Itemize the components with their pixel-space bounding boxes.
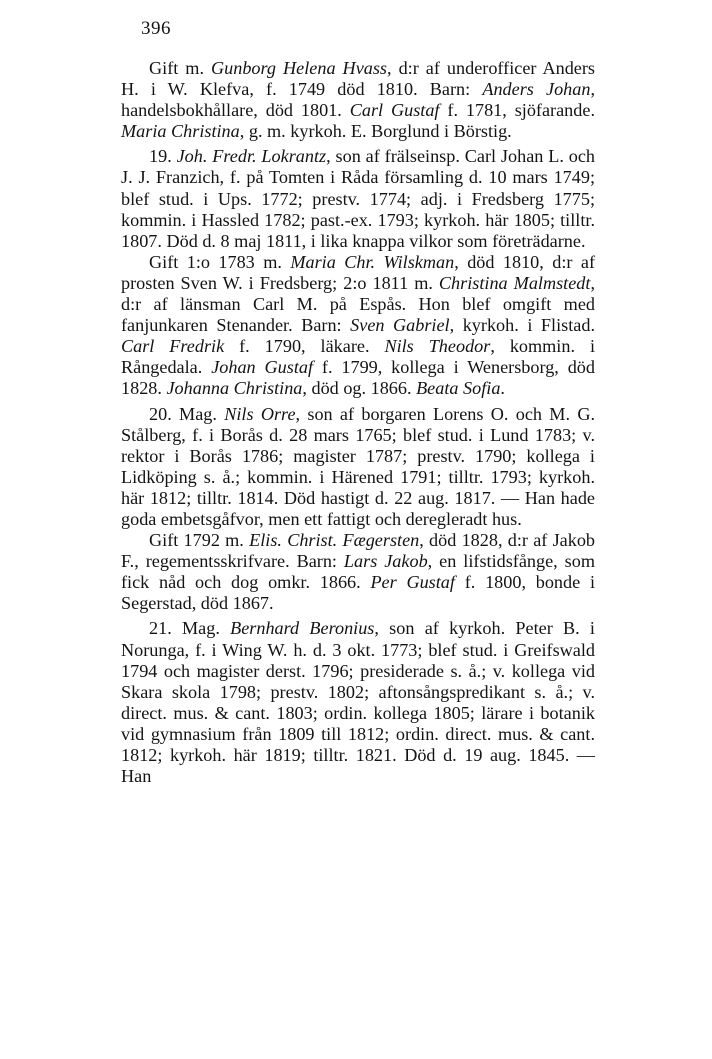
italic-name-run: Johanna Christina bbox=[166, 378, 303, 399]
text-run: Gift 1:o 1783 m. bbox=[149, 251, 291, 272]
italic-name-run: Nils Theodor bbox=[384, 336, 491, 357]
italic-name-run: Johan Gustaf bbox=[211, 357, 314, 378]
text-run: f. 1781, sjöfarande. bbox=[439, 100, 595, 121]
italic-name-run: Maria Chr. Wilskman bbox=[290, 251, 455, 272]
italic-name-run: Maria Christina bbox=[121, 121, 240, 142]
italic-name-run: Christina Malmstedt bbox=[438, 272, 591, 293]
text-run: Gift 1792 m. bbox=[149, 530, 250, 551]
text-run: 20. Mag. bbox=[149, 403, 225, 424]
italic-name-run: Anders Johan bbox=[482, 79, 591, 100]
text-run: , kommin. i Rångedala. bbox=[121, 336, 595, 378]
text-run: , d:r af underofficer Anders H. i W. Klefva, f. 1749 död 1810. Barn: bbox=[121, 58, 595, 100]
paragraph bbox=[121, 404, 595, 531]
text-run: , handelsbokhållare, död 1801. bbox=[121, 79, 595, 121]
page-number: 396 bbox=[141, 18, 171, 39]
text-run: , son af kyrkoh. Peter B. i Norunga, f. i Wing W. h. d. 3 okt. 1773; blef stud. i Greifswald 1794 och magister derst. 1796; presiderade s. å.; v. kollega vid Skara skola 1798; prestv. 1802; aftonsångspredikant s. å.; v. direct. mus. & cant. 1803; ordin. kollega 1805; lärare i botanik vid gymnasium från 1809 till 1812; ordin. direct. mus. & cant. 1812; kyrkoh. här 1819; tilltr. 1821. Död d. 19 aug. 1845. — Han bbox=[121, 618, 595, 787]
text-run: , son af frälseinsp. Carl Johan L. och J. J. Franzich, f. på Tomten i Råda församling d. 10 mars 1749; blef stud. i Ups. 1772; prestv. 1774; adj. i Fredsberg 1775; kommin. i Hassled 1782; past.-ex. 1793; kyrkoh. här 1805; tilltr. 1807. Död d. 8 maj 1811, i lika knappa vilkor som företrädarne. bbox=[121, 146, 596, 251]
text-run: , död 1810, d:r af prosten Sven W. i Fredsberg; 2:o 1811 m. bbox=[121, 251, 596, 293]
paragraph bbox=[121, 58, 595, 142]
text-run: f. 1790, läkare. bbox=[224, 336, 385, 357]
text-run: , en lifstidsfånge, som fick nåd och dog omkr. 1866. bbox=[121, 551, 595, 593]
text-run: . bbox=[500, 378, 505, 399]
text-run: , d:r af länsman Carl M. på Espås. Hon blef omgift med fanjunkaren Stenander. Barn: bbox=[121, 272, 595, 336]
paragraph bbox=[121, 530, 595, 614]
italic-name-run: Joh. Fredr. Lokrantz bbox=[176, 146, 327, 167]
text-run: 21. Mag. bbox=[149, 618, 231, 639]
paragraph bbox=[121, 618, 595, 787]
text-run: f. 1800, bonde i Segerstad, död 1867. bbox=[121, 572, 595, 614]
italic-name-run: Per Gustaf bbox=[370, 572, 455, 593]
paragraph bbox=[121, 146, 595, 251]
text-run: , son af borgaren Lorens O. och M. G. Stålberg, f. i Borås d. 28 mars 1765; blef stud. i Lund 1783; v. rektor i Borås 1786; magister 1787; prestv. 1790; kollega i Lidköping s. å.; kommin. i Härened 1791; tilltr. 1793; kyrkoh. här 1812; tilltr. 1814. Död hastigt d. 22 aug. 1817. — Han hade goda embetsgåfvor, men ett fattigt och deregleradt hus. bbox=[121, 403, 595, 529]
italic-name-run: Beata Sofia bbox=[416, 378, 501, 399]
italic-name-run: Carl Fredrik bbox=[121, 336, 225, 357]
text-run: Gift m. bbox=[149, 58, 212, 78]
italic-name-run: Nils Orre bbox=[224, 403, 296, 424]
italic-name-run: Gunborg Helena Hvass bbox=[211, 58, 388, 78]
italic-name-run: Lars Jakob bbox=[343, 551, 428, 572]
text-run: , kyrkoh. i Flistad. bbox=[449, 315, 595, 336]
paragraph bbox=[121, 252, 595, 400]
text-run: , död og. 1866. bbox=[302, 378, 417, 399]
text-run: f. 1799, kollega i Wenersborg, död 1828. bbox=[121, 357, 595, 399]
italic-name-run: Elis. Christ. Fægersten bbox=[249, 530, 420, 551]
italic-name-run: Carl Gustaf bbox=[349, 100, 440, 121]
italic-name-run: Bernhard Beronius bbox=[230, 618, 375, 639]
italic-name-run: Sven Gabriel bbox=[350, 315, 450, 336]
body-text bbox=[121, 58, 595, 787]
text-run: , död 1828, d:r af Jakob F., regementsskrifvare. Barn: bbox=[121, 530, 596, 572]
text-run: 19. bbox=[149, 146, 177, 167]
text-run: , g. m. kyrkoh. E. Borglund i Börstig. bbox=[239, 121, 512, 142]
